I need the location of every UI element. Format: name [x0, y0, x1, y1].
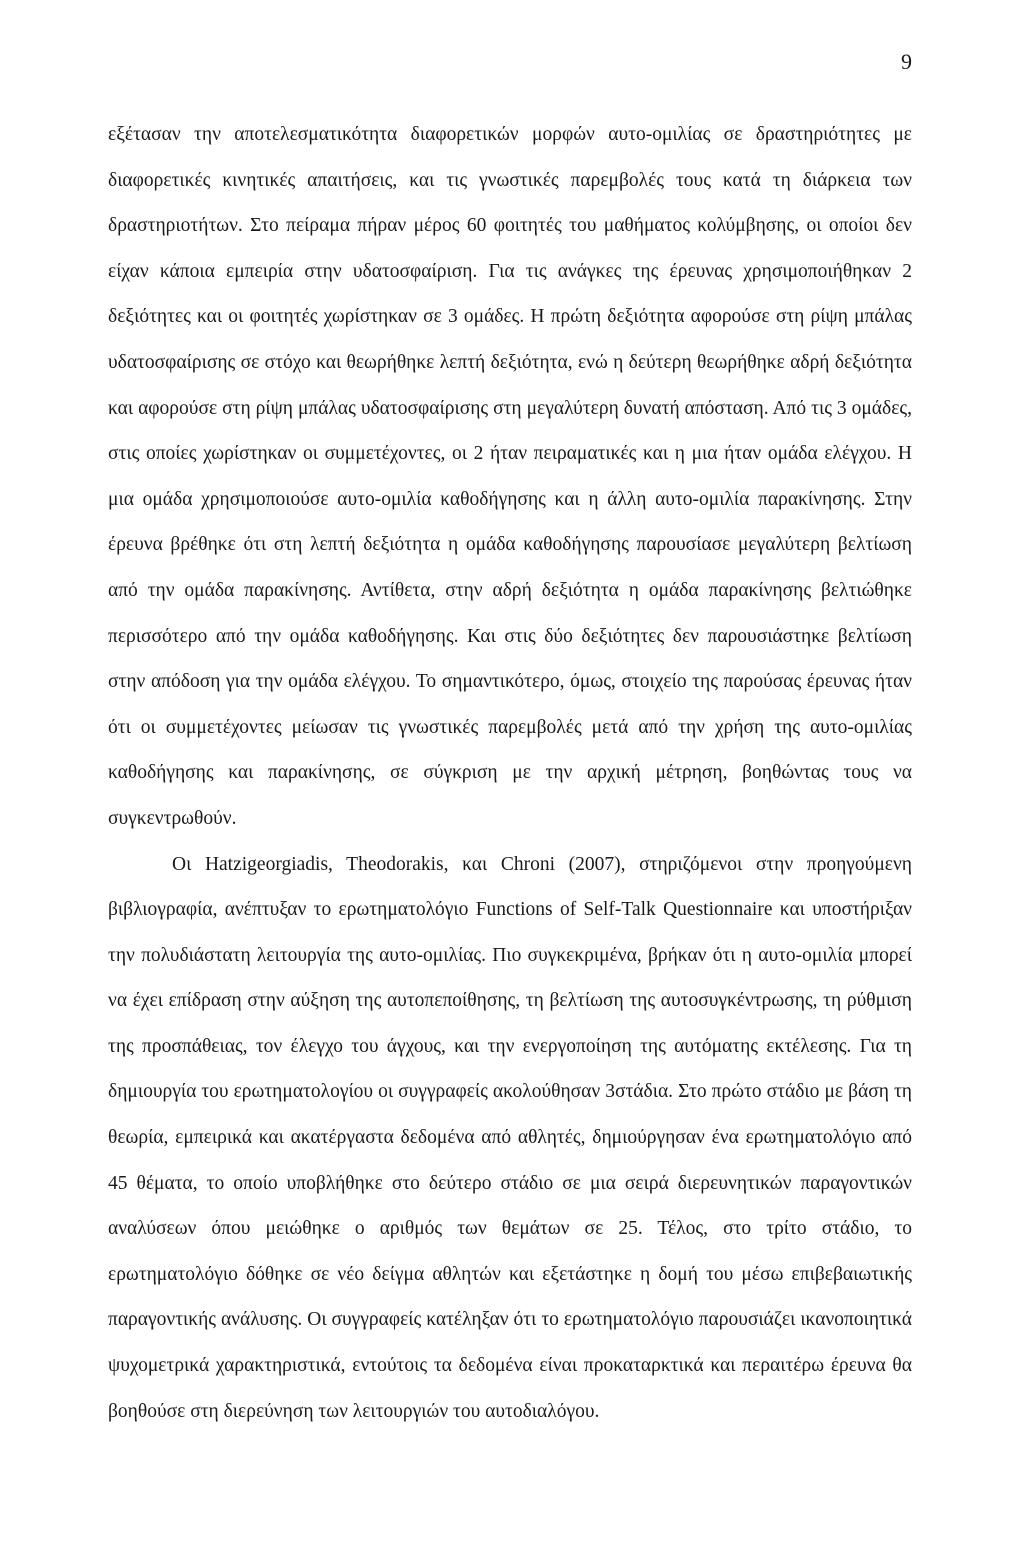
paragraph-self-talk-experiment: εξέτασαν την αποτελεσματικότητα διαφορετικών μορφών αυτο-ομιλίας σε δραστηριότητες με διαφορετικές κινητικές απαιτήσεις, και τις γνωστικές παρεμβολές τους κατά τη διάρκεια των δραστηριοτήτων. Στο πείραμα πήραν μέρος 60 φοιτητές του μαθήματος κολύμβησης, οι οποίοι δεν είχαν κάποια εμπειρία στην υδατοσφαίριση. Για τις ανάγκες της έρευνας χρησιμοποιήθηκαν 2 δεξιότητες και οι φοιτητές χωρίστηκαν σε 3 ομάδες. Η πρώτη δεξιότητα αφορούσε στη ρίψη μπάλας υδατοσφαίρισης σε στόχο και θεωρήθηκε λεπτή δεξιότητα, ενώ η δεύτερη θεωρήθηκε αδρή δεξιότητα και αφορούσε στη ρίψη μπάλας υδατοσφαίρισης στη μεγαλύτερη δυνατή απόσταση. Από τις 3 ομάδες, στις οποίες χωρίστηκαν οι συμμετέχοντες, οι 2 ήταν πειραματικές και η μια ήταν ομάδα ελέγχου. Η μια ομάδα χρησιμοποιούσε αυτο-ομιλία καθοδήγησης και η άλλη αυτο-ομιλία παρακίνησης. Στην έρευνα βρέθηκε ότι στη λεπτή δεξιότητα η ομάδα καθοδήγησης παρουσίασε μεγαλύτερη βελτίωση από την ομάδα παρακίνησης. Αντίθετα, στην αδρή δεξιότητα η ομάδα παρακίνησης βελτιώθηκε περισσότερο από την ομάδα καθοδήγησης. Και στις δύο δεξιότητες δεν παρουσιάστηκε βελτίωση στην απόδοση για την ομάδα ελέγχου. Το σημαντικότερο, όμως, στοιχείο της παρούσας έρευνας ήταν ότι οι συμμετέχοντες μείωσαν τις γνωστικές παρεμβολές μετά από την χρήση της αυτο-ομιλίας καθοδήγησης και παρακίνησης, σε σύγκριση με την αρχική μέτρηση, βοηθώντας τους να συγκεντρωθούν. [108, 124, 912, 829]
body-text [108, 112, 912, 1434]
page-number: 9 [901, 49, 912, 74]
paragraph-self-talk-questionnaire: Οι Hatzigeorgiadis, Theodorakis, και Chroni (2007), στηριζόμενοι στην προηγούμενη βιβλιογραφία, ανέπτυξαν το ερωτηματολόγιο Functions of Self-Talk Questionnaire και υποστήριξαν την πολυδιάστατη λειτουργία της αυτο-ομιλίας. Πιο συγκεκριμένα, βρήκαν ότι η αυτο-ομιλία μπορεί να έχει επίδραση στην αύξηση της αυτοπεποίθησης, τη βελτίωση της αυτοσυγκέντρωσης, τη ρύθμιση της προσπάθειας, τον έλεγχο του άγχους, και την ενεργοποίηση της αυτόματης εκτέλεσης. Για τη δημιουργία του ερωτηματολογίου οι συγγραφείς ακολούθησαν 3στάδια. Στο πρώτο στάδιο με βάση τη θεωρία, εμπειρικά και ακατέργαστα δεδομένα από αθλητές, δημιούργησαν ένα ερωτηματολόγιο από 45 θέματα, το οποίο υποβλήθηκε στο δεύτερο στάδιο σε μια σειρά διερευνητικών παραγοντικών αναλύσεων όπου μειώθηκε ο αριθμός των θεμάτων σε 25. Τέλος, στο τρίτο στάδιο, το ερωτηματολόγιο δόθηκε σε νέο δείγμα αθλητών και εξετάστηκε η δομή του μέσω επιβεβαιωτικής παραγοντικής ανάλυσης. Οι συγγραφείς κατέληξαν ότι το ερωτηματολόγιο παρουσιάζει ικανοποιητικά ψυχομετρικά χαρακτηριστικά, εντούτοις τα δεδομένα είναι προκαταρκτικά και περαιτέρω έρευνα θα βοηθούσε στη διερεύνηση των λειτουργιών του αυτοδιαλόγου. [108, 853, 912, 1422]
